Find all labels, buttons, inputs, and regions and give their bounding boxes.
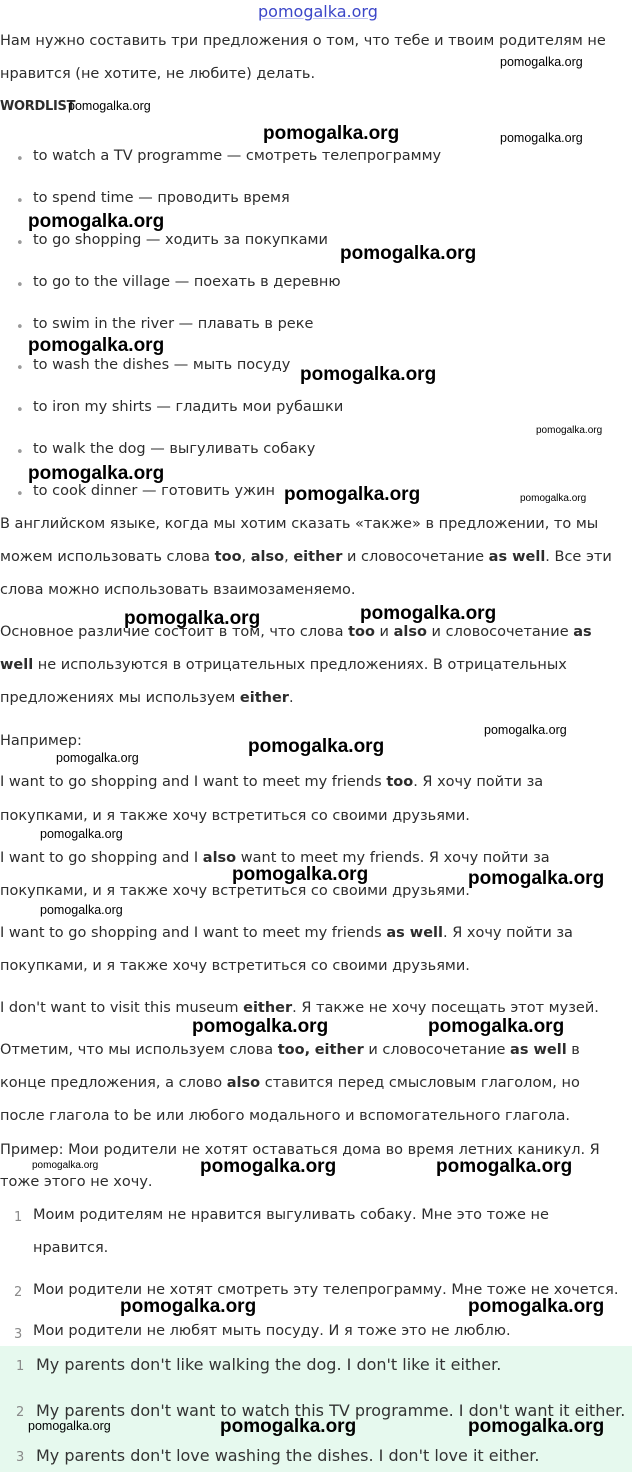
list-item: to iron my shirts — гладить мои рубашки xyxy=(33,399,344,415)
watermark: pomogalka.org xyxy=(40,827,123,841)
bullet: • xyxy=(16,152,24,167)
example-1-line-2: покупками, и я также хочу встретиться со своими друзьями. xyxy=(0,808,470,824)
list-item: to cook dinner — готовить ужин xyxy=(33,483,276,499)
explain1-line-1: В английском языке, когда мы хотим сказать «также» в предложении, то мы xyxy=(0,516,599,532)
bullet: • xyxy=(16,403,24,418)
explain2-line-1: Основное различие состоит в том, что слова too и also и словосочетание as xyxy=(0,624,592,640)
number: 3 xyxy=(16,1450,25,1465)
watermark: pomogalka.org xyxy=(468,868,605,889)
example-label: Например: xyxy=(0,733,82,749)
bullet: • xyxy=(16,320,24,335)
watermark: pomogalka.org xyxy=(28,335,165,356)
watermark: pomogalka.org xyxy=(520,493,587,504)
example-1-line-1: I want to go shopping and I want to meet my friends too. Я хочу пойти за xyxy=(0,774,544,790)
watermark: pomogalka.org xyxy=(500,131,583,145)
watermark: pomogalka.org xyxy=(468,1416,605,1437)
watermark: pomogalka.org xyxy=(468,1296,605,1317)
example-4: I don't want to visit this museum either. Я также не хочу посещать этот музей. xyxy=(0,1000,599,1016)
answer-en-3: My parents don't love washing the dishes. I don't love it either. xyxy=(36,1446,540,1465)
watermark: pomogalka.org xyxy=(428,1016,565,1037)
list-item: to swim in the river — плавать в реке xyxy=(33,316,314,332)
watermark: pomogalka.org xyxy=(68,99,151,113)
watermark: pomogalka.org xyxy=(200,1156,337,1177)
sample-line-2: тоже этого не хочу. xyxy=(0,1174,153,1190)
list-item: to spend time — проводить время xyxy=(33,190,290,206)
example-2-line-1: I want to go shopping and I also want to meet my friends. Я хочу пойти за xyxy=(0,850,550,866)
watermark: pomogalka.org xyxy=(40,903,123,917)
watermark: pomogalka.org xyxy=(484,723,567,737)
watermark: pomogalka.org xyxy=(124,608,261,629)
watermark: pomogalka.org xyxy=(436,1156,573,1177)
top-watermark-link[interactable]: pomogalka.org xyxy=(258,2,378,21)
list-item: to watch a TV programme — смотреть телепрограмму xyxy=(33,148,442,164)
intro-line-2: нравится (не хотите, не любите) делать. xyxy=(0,66,316,82)
bullet: • xyxy=(16,278,24,293)
bullet: • xyxy=(16,194,24,209)
list-item: to walk the dog — выгуливать собаку xyxy=(33,441,316,457)
bullet: • xyxy=(16,361,24,376)
note-line-1: Отметим, что мы используем слова too, either и словосочетание as well в xyxy=(0,1042,580,1058)
watermark: pomogalka.org xyxy=(360,603,497,624)
watermark: pomogalka.org xyxy=(120,1296,257,1317)
watermark: pomogalka.org xyxy=(500,55,583,69)
answer-ru-3: Мои родители не любят мыть посуду. И я тоже это не люблю. xyxy=(33,1323,511,1339)
number: 2 xyxy=(14,1285,23,1300)
note-line-3: после глагола to be или любого модального и вспомогательного глагола. xyxy=(0,1108,571,1124)
watermark: pomogalka.org xyxy=(28,463,165,484)
answer-ru-1-line-2: нравится. xyxy=(33,1240,109,1256)
watermark: pomogalka.org xyxy=(263,123,400,144)
watermark: pomogalka.org xyxy=(284,484,421,505)
answer-en-1: My parents don't like walking the dog. I don't like it either. xyxy=(36,1355,502,1374)
explain2-line-2: well не используются в отрицательных предложениях. В отрицательных xyxy=(0,657,567,673)
watermark: pomogalka.org xyxy=(220,1416,357,1437)
watermark: pomogalka.org xyxy=(300,364,437,385)
watermark: pomogalka.org xyxy=(56,751,139,765)
answer-ru-1-line-1: Моим родителям не нравится выгуливать собаку. Мне это тоже не xyxy=(33,1207,549,1223)
example-2-line-2: покупками, и я также хочу встретиться со своими друзьями. xyxy=(0,883,470,899)
list-item: to wash the dishes — мыть посуду xyxy=(33,357,291,373)
watermark: pomogalka.org xyxy=(32,1160,99,1171)
watermark: pomogalka.org xyxy=(340,243,477,264)
number: 1 xyxy=(16,1359,25,1374)
watermark: pomogalka.org xyxy=(28,1419,111,1433)
watermark: pomogalka.org xyxy=(192,1016,329,1037)
wordlist-heading: WORDLIST xyxy=(0,99,76,114)
number: 3 xyxy=(14,1327,23,1342)
watermark: pomogalka.org xyxy=(536,425,603,436)
answer-en-2: My parents don't want to watch this TV programme. I don't want it either. xyxy=(36,1401,626,1420)
bullet: • xyxy=(16,445,24,460)
answer-ru-2: Мои родители не хотят смотреть эту телепрограмму. Мне тоже не хочется. xyxy=(33,1282,619,1298)
watermark: pomogalka.org xyxy=(28,211,165,232)
list-item: to go to the village — поехать в деревню xyxy=(33,274,341,290)
explain2-line-3: предложениях мы используем either. xyxy=(0,690,294,706)
watermark: pomogalka.org xyxy=(232,864,369,885)
bullet: • xyxy=(16,487,24,502)
number: 1 xyxy=(14,1210,23,1225)
number: 2 xyxy=(16,1405,25,1420)
example-3-line-1: I want to go shopping and I want to meet my friends as well. Я хочу пойти за xyxy=(0,925,573,941)
list-item: to go shopping — ходить за покупками xyxy=(33,232,328,248)
intro-line-1: Нам нужно составить три предложения о том, что тебе и твоим родителям не xyxy=(0,33,606,49)
bullet: • xyxy=(16,236,24,251)
note-line-2: конце предложения, а слово also ставится перед смысловым глаголом, но xyxy=(0,1075,580,1091)
watermark: pomogalka.org xyxy=(248,736,385,757)
example-3-line-2: покупками, и я также хочу встретиться со своими друзьями. xyxy=(0,958,470,974)
explain1-line-3: слова можно использовать взаимозаменяемо. xyxy=(0,582,356,598)
explain1-line-2: можем использовать слова too, also, either и словосочетание as well. Все эти xyxy=(0,549,612,565)
sample-line-1: Пример: Мои родители не хотят оставаться дома во время летних каникул. Я xyxy=(0,1142,600,1158)
